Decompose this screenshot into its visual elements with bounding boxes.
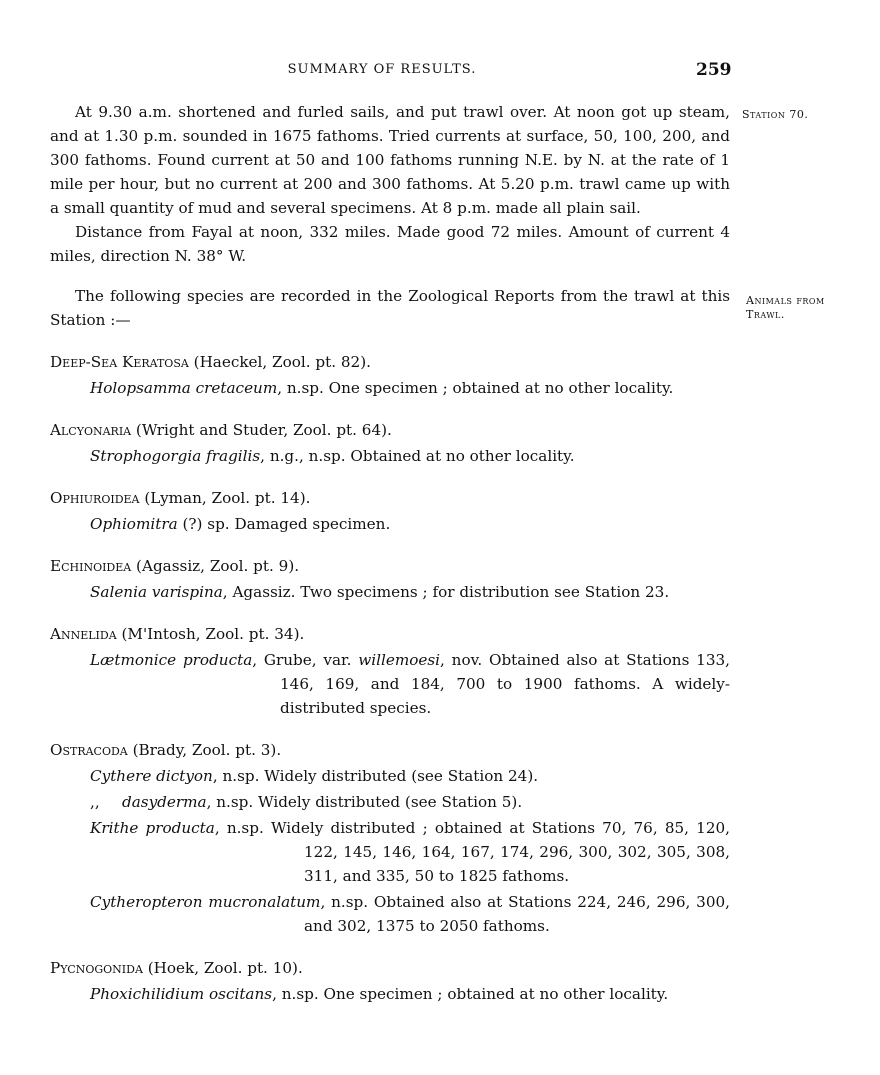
taxon-group-ostracoda [50, 738, 730, 938]
species-name: Phoxichilidium oscitans [90, 985, 273, 1003]
ditto-mark: ,, [90, 793, 100, 811]
group-ref: (Hoek, Zool. pt. 10). [142, 959, 303, 977]
margin-note-station: Station 70. [742, 108, 809, 121]
species-name: Holopsamma cretaceum [90, 379, 278, 397]
species-name: Salenia varispina [90, 583, 223, 601]
species-note: , n.sp. Widely distributed (see Station 5). [206, 793, 523, 811]
margin-note-animals [746, 294, 825, 322]
species-name: Strophogorgia fragilis [90, 447, 261, 465]
group-name: Annelida [50, 625, 117, 643]
group-ref: (Haeckel, Zool. pt. 82). [188, 353, 371, 371]
species-note: , n.sp. Obtained also at Stations 224, 246, 296, 300, and 302, 1375 to 2050 fathoms. [304, 893, 730, 935]
group-name: Pycnogonida [50, 959, 143, 977]
page-number: 259 [696, 60, 732, 80]
species-name: dasyderma [122, 793, 207, 811]
species-note-b: , nov. Obtained also at Stations 133, 146, 169, and 184, 700 to 1900 fathoms. A widely-distributed species. [280, 651, 730, 717]
species-note-a: , Grube, var. [252, 651, 359, 669]
taxon-group-pycnogonida [50, 956, 730, 1006]
species-name: Cytheropteron mucronalatum [90, 893, 321, 911]
running-title: SUMMARY OF RESULTS. [287, 62, 477, 77]
running-header [0, 60, 880, 84]
species-note: , n.sp. One specimen ; obtained at no other locality. [272, 985, 669, 1003]
main-text [50, 100, 730, 1006]
species-name: Ophiomitra [90, 515, 178, 533]
group-name: Ophiuroidea [50, 489, 140, 507]
group-ref: (Lyman, Zool. pt. 14). [139, 489, 311, 507]
group-ref: (Brady, Zool. pt. 3). [127, 741, 282, 759]
species-note: , n.sp. Widely distributed (see Station 24). [212, 767, 539, 785]
species-name: Cythere dictyon [90, 767, 213, 785]
margin-note-animals-line2: Trawl. [746, 308, 785, 321]
margin-note-animals-line1: Animals from [746, 294, 825, 307]
species-note: , n.sp. Widely distributed ; obtained at Stations 70, 76, 85, 120, 122, 145, 146, 164, 167, 174, 296, 300, 302, 305, 308, 311, and 335, 50 to 1825 fathoms. [214, 819, 730, 885]
group-name: Echinoidea [50, 557, 132, 575]
group-name: Alcyonaria [50, 421, 132, 439]
taxon-group-annelida [50, 622, 730, 720]
species-note: (?) sp. Damaged specimen. [177, 515, 391, 533]
species-note: , Agassiz. Two specimens ; for distribution see Station 23. [222, 583, 670, 601]
group-ref: (M'Intosh, Zool. pt. 34). [116, 625, 305, 643]
taxon-group-alcyonaria [50, 418, 730, 468]
variety-name: willemoesi [358, 651, 441, 669]
species-note: , n.sp. One specimen ; obtained at no other locality. [277, 379, 674, 397]
taxon-group-ophiuroidea [50, 486, 730, 536]
species-note: , n.g., n.sp. Obtained at no other locality. [260, 447, 575, 465]
group-name: Deep-Sea Keratosa [50, 353, 189, 371]
taxon-group-echinoidea [50, 554, 730, 604]
taxon-group-keratosa [50, 350, 730, 400]
group-name: Ostracoda [50, 741, 128, 759]
species-name: Krithe producta [90, 819, 215, 837]
group-ref: (Agassiz, Zool. pt. 9). [131, 557, 300, 575]
group-ref: (Wright and Studer, Zool. pt. 64). [131, 421, 392, 439]
paragraph-species-intro: The following species are recorded in the Zoological Reports from the trawl at this Station :— [50, 287, 730, 329]
paragraph-log: At 9.30 a.m. shortened and furled sails, and put trawl over. At noon got up steam, and at 1.30 p.m. sounded in 1675 fathoms. Tried currents at surface, 50, 100, 200, and 300 fathoms. Found current at 50 and 100 fathoms running N.E. by N. at the rate of 1 mile per hour, but no current at 200 and 300 fathoms. At 5.20 p.m. trawl came up with a small quantity of mud and several specimens. At 8 p.m. made all plain sail. [50, 103, 730, 217]
species-name: Lætmonice producta [90, 651, 253, 669]
paragraph-distance: Distance from Fayal at noon, 332 miles. Made good 72 miles. Amount of current 4 miles, direction N. 38° W. [50, 223, 730, 265]
